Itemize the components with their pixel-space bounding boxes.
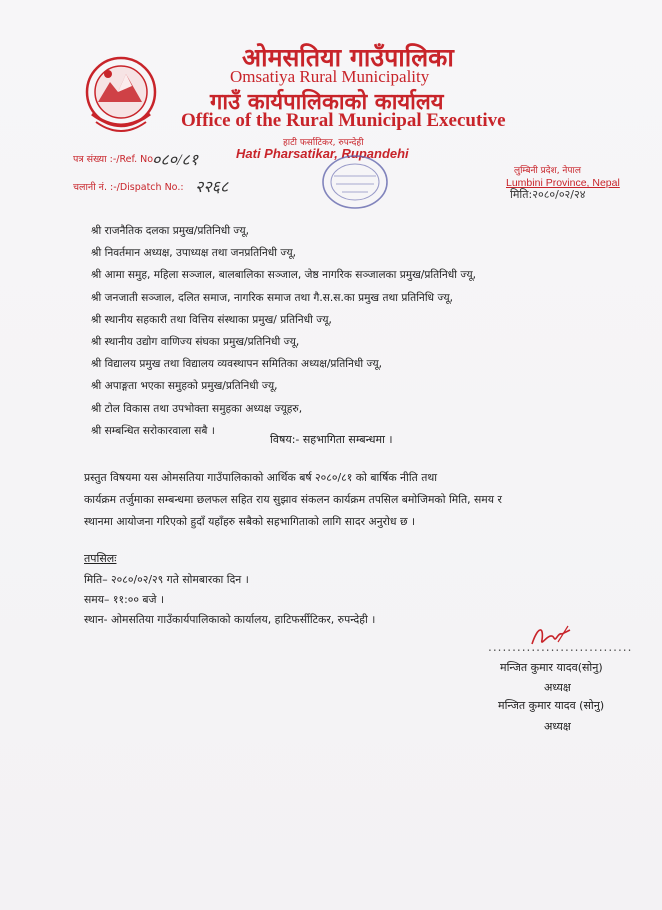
location-en: Hati Pharsatikar, Rupandehi	[236, 146, 409, 161]
body-line: प्रस्तुत विषयमा यस ओमसतिया गाउँपालिकाको आर्थिक बर्ष २०८०/८१ को बार्षिक नीति तथा	[84, 471, 438, 484]
recipient-item: श्री राजनैतिक दलका प्रमुख/प्रतिनिधी ज्यू,	[91, 225, 249, 237]
body-line: कार्यक्रम तर्जुमाका सम्बन्धमा छलफल सहित राय सुझाव संकलन कार्यक्रम तपसिल बमोजिमको मिति, समय र	[84, 493, 502, 506]
location-np: हाटी फर्सा‍टिकर, रुपन्देही	[283, 138, 364, 148]
office-name-np: गाउँ कार्यपालिकाको कार्यालय	[210, 90, 444, 115]
ref-no-value: ०८०/८१	[152, 152, 199, 169]
province-np: लुम्बिनी प्रदेश, नेपाल	[514, 166, 581, 176]
signatory-title-2: अध्यक्ष	[544, 720, 571, 733]
recipient-item: श्री स्थानीय उद्योग वाणिज्य संघका प्रमुख/प्रतिनिधी ज्यू,	[91, 336, 300, 349]
recipient-item: श्री सम्बन्धित सरोकारवाला सबै ।	[91, 424, 215, 437]
letter-body	[84, 467, 594, 533]
signatory-title: अध्यक्ष	[544, 681, 571, 694]
body-line: स्थानमा आयोजना गरिएको हुदाँ यहाँहरु सबैको सहभागिताको लागि सादर अनुरोध छ ।	[84, 515, 416, 528]
recipient-item: श्री आमा समुह, महिला सञ्जाल, बालबालिका सञ्जाल, जेष्ठ नागरिक सञ्जालका प्रमुख/प्रतिनिधी ज्यू,	[91, 269, 476, 282]
signatory-name: मन्जित कुमार यादव(सोनु)	[500, 661, 603, 674]
dispatch-no-label: चलानी नं. :-/Dispatch No.:	[73, 182, 184, 193]
office-seal-stamp-icon	[320, 152, 390, 212]
recipient-item: श्री निवर्तमान अध्यक्ष, उपाध्यक्ष तथा जनप्रतिनिधी ज्यू,	[91, 247, 296, 260]
office-name-en: Office of the Rural Municipal Executive	[181, 110, 506, 131]
signatory-name-2: मन्जित कुमार यादव (सोनु)	[498, 699, 605, 712]
details-heading: तपसिलः	[84, 552, 117, 565]
letter-date: मिति:२०८०/०२/२४	[510, 188, 586, 201]
event-place: स्थान- ओमसतिया गाउँकार्यपालिकाको कार्यालय, हाटिफर्सीटिकर, रुपन्देही ।	[84, 613, 376, 626]
recipient-item: श्री स्थानीय सहकारी तथा वित्तिय संस्थाका प्रमुख/ प्रतिनिधी ज्यू,	[91, 313, 332, 326]
event-time: समय– ११:०० बजे ।	[84, 593, 165, 606]
municipality-name-en: Omsatiya Rural Municipality	[230, 67, 430, 86]
municipality-emblem-icon	[78, 52, 164, 138]
letter-subject: विषय:- सहभागिता सम्बन्धमा ।	[270, 433, 393, 446]
event-details	[84, 570, 375, 630]
event-date: मिति– २०८०/०२/२९ गते सोमबारका दिन ।	[84, 573, 249, 586]
ref-no-label: पत्र संख्या :-/Ref. No.	[73, 154, 156, 165]
municipality-name-np: ओमसतिया गाउँपालिका	[242, 43, 454, 72]
recipient-item: श्री जनजाती सञ्जाल, दलित समाज, नागरिक समाज तथा गै.स.स.का प्रमुख तथा प्रतिनिधि ज्यू,	[91, 291, 454, 304]
recipient-item: श्री विद्यालय प्रमुख तथा विद्यालय व्यवस्थापन समितिका अध्यक्ष/प्रतिनिधी ज्यू,	[91, 358, 383, 371]
dispatch-no-value: २२६८	[195, 179, 229, 196]
recipient-list	[91, 220, 476, 442]
signature-line: ..............................	[488, 640, 633, 654]
recipient-item: श्री टोल विकास तथा उपभोक्ता समुहका अध्यक्ष ज्यूहरु,	[91, 402, 303, 415]
recipient-item: श्री अपाङ्गता भएका समुहको प्रमुख/प्रतिनिधी ज्यू,	[91, 380, 278, 393]
province-en: Lumbini Province, Nepal	[506, 177, 620, 189]
